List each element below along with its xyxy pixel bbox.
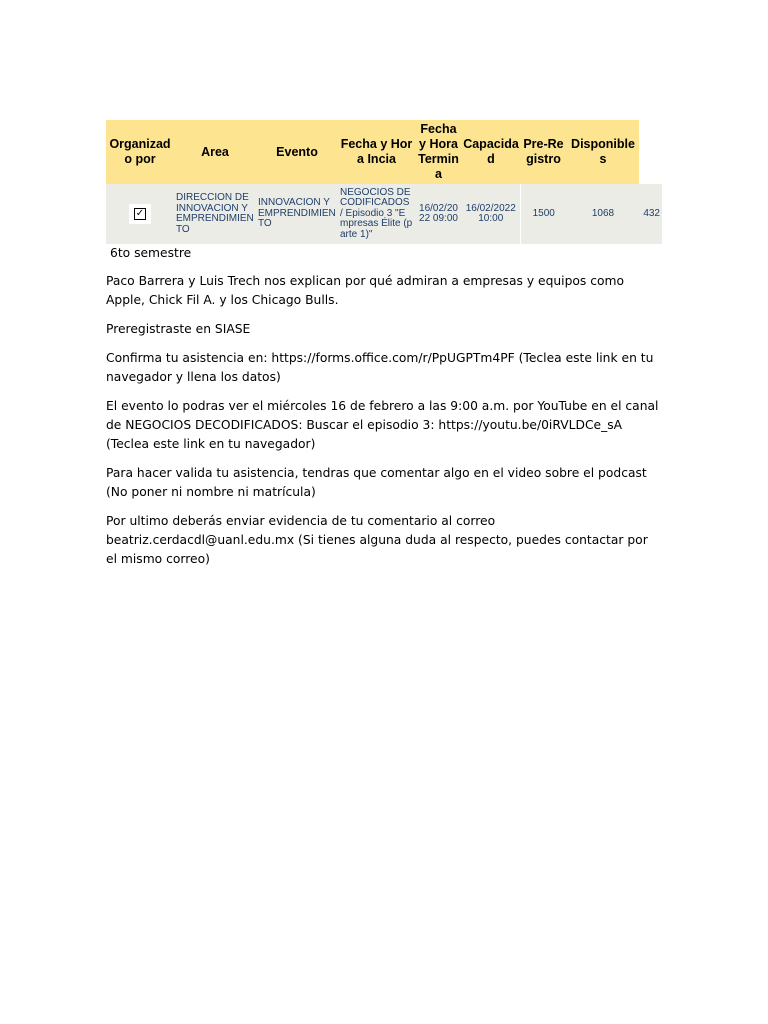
cell-fecha-inicio: 16/02/2022 09:00	[415, 184, 462, 244]
checkbox[interactable]	[134, 208, 146, 220]
header-fecha-inicio: Fecha y Hora Incia	[338, 120, 415, 184]
paragraph-asistencia: Para hacer valida tu asistencia, tendras que comentar algo en el video sobre el podcast (No poner ni nombre ni matrícula)	[106, 466, 647, 499]
header-blank	[639, 120, 662, 184]
cell-checkbox	[106, 184, 174, 244]
paragraph-evidencia: Por ultimo deberás enviar evidencia de tu comentario al correo beatriz.cerdacdl@uanl.edu.mx (Si tienes alguna duda al respecto, puedes contactar por el mismo correo)	[106, 514, 648, 566]
paragraph-description: Paco Barrera y Luis Trech nos explican por qué admiran a empresas y equipos como Apple, Chick Fil A. y los Chicago Bulls.	[106, 274, 625, 307]
events-table	[106, 120, 662, 244]
header-fecha-termina: Fecha y Hora Termina	[415, 120, 462, 184]
paragraph-preregistro: Preregistraste en SIASE	[106, 322, 251, 336]
table-row	[106, 184, 662, 244]
cell-capacidad: 1500	[520, 184, 567, 244]
instructions-text	[106, 244, 662, 569]
cell-evento: INNOVACION Y EMPRENDIMIENTO	[256, 184, 338, 244]
header-capacidad: Capacidad	[462, 120, 520, 184]
paragraph-semestre: 6to semestre	[110, 246, 192, 260]
checkbox-cell-bg	[129, 204, 151, 224]
paragraph-evento-youtube: El evento lo podras ver el miércoles 16 de febrero a las 9:00 a.m. por YouTube en el canal de NEGOCIOS DECODIFICADOS: Buscar el episodio 3: https://youtu.be/0iRVLDCe_sA (Teclea este link en tu navegador)	[106, 399, 659, 451]
header-pre-registro: Pre-Registro	[520, 120, 567, 184]
header-area: Area	[174, 120, 256, 184]
cell-disponibles: 432	[639, 184, 662, 244]
cell-nombre-evento: NEGOCIOS DECODIFICADOS / Episodio 3 "Empresas Élite (parte 1)"	[338, 184, 415, 244]
header-disponibles: Disponibles	[567, 120, 639, 184]
header-evento: Evento	[256, 120, 338, 184]
paragraph-confirma: Confirma tu asistencia en: https://forms.office.com/r/PpUGPTm4PF (Teclea este link en tu navegador y llena los datos)	[106, 351, 654, 384]
cell-area: DIRECCION DE INNOVACION Y EMPRENDIMIENTO	[174, 184, 256, 244]
cell-pre-registro: 1068	[567, 184, 639, 244]
header-organizado-por: Organizado por	[106, 120, 174, 184]
table-header-row	[106, 120, 662, 184]
document-page	[106, 120, 662, 579]
cell-fecha-termina: 16/02/2022 10:00	[462, 184, 520, 244]
checkmark-icon: ✓	[135, 208, 145, 219]
